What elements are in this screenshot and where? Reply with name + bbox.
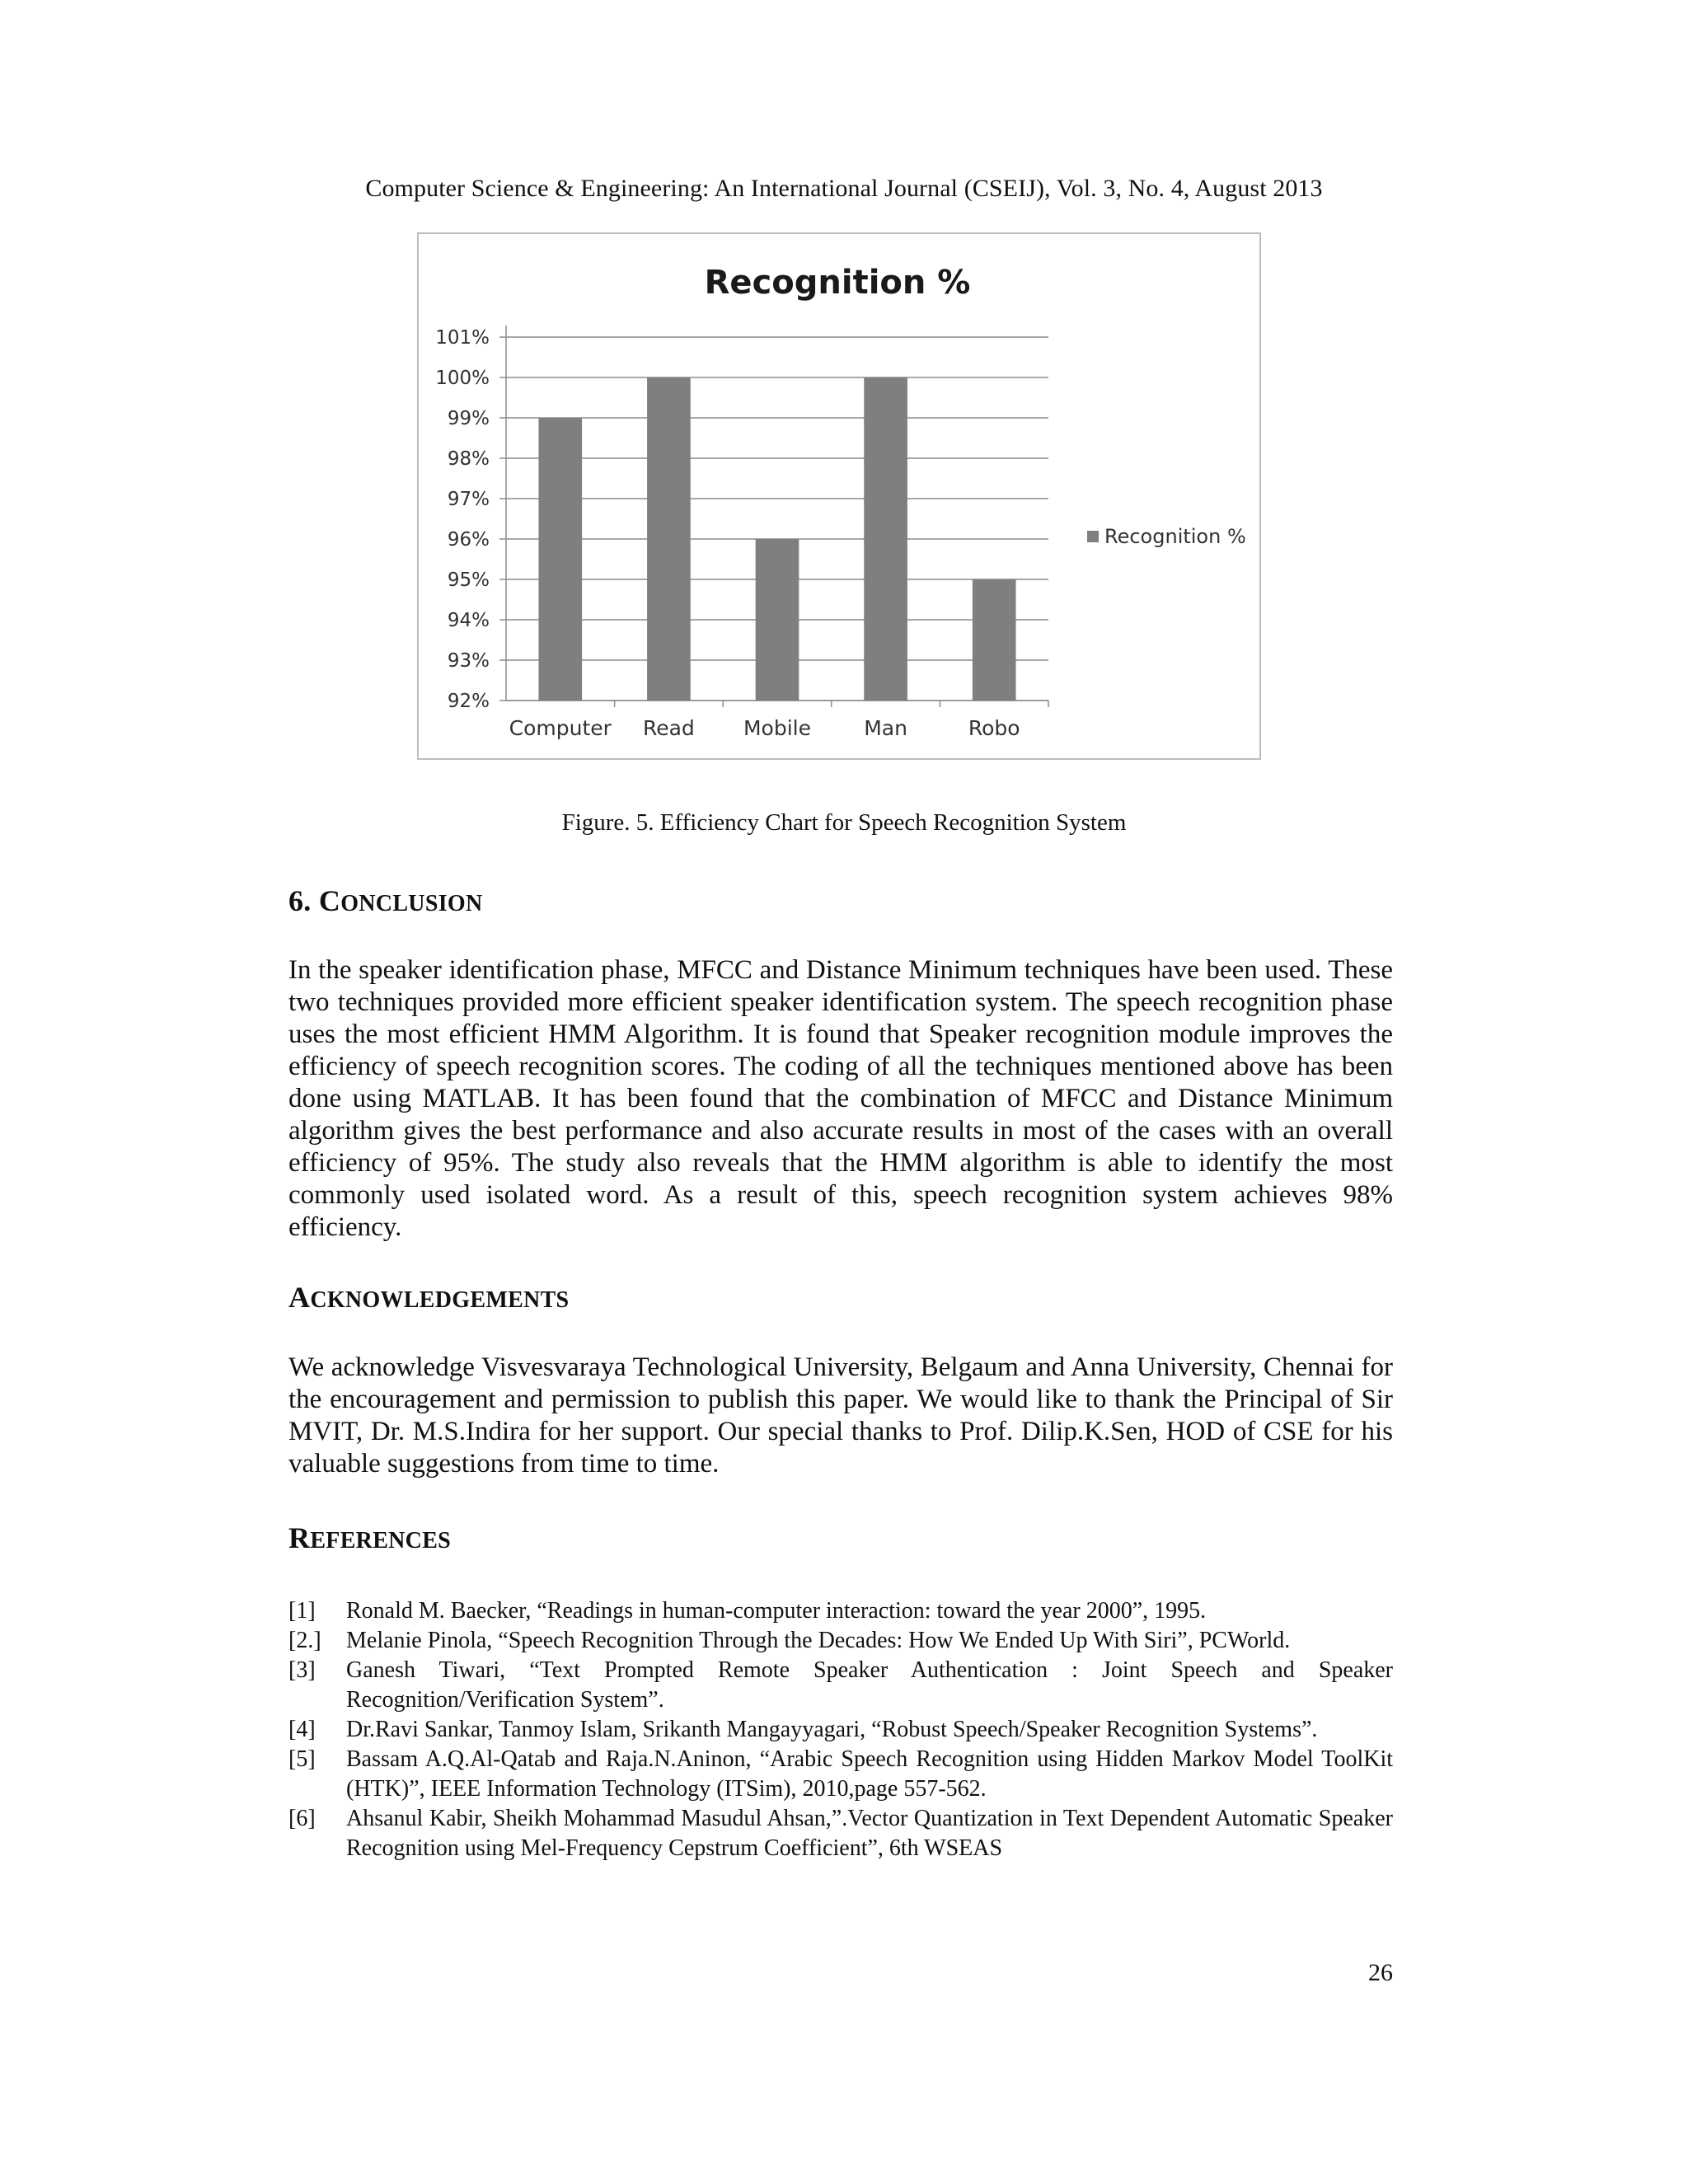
conclusion-heading-first: 6. C bbox=[288, 884, 341, 917]
y-tick-label: 101% bbox=[435, 327, 490, 349]
reference-number: [2.] bbox=[288, 1628, 321, 1653]
y-tick-label: 92% bbox=[447, 691, 490, 712]
recognition-chart bbox=[417, 232, 1261, 760]
legend-label: Recognition % bbox=[1104, 525, 1246, 548]
reference-number: [1] bbox=[288, 1598, 316, 1624]
figure-caption: Figure. 5. Efficiency Chart for Speech Recognition System bbox=[561, 809, 1127, 836]
reference-text: Melanie Pinola, “Speech Recognition Through the Decades: How We Ended Up With Siri”, PCWorld. bbox=[346, 1628, 1291, 1653]
chart-title: Recognition % bbox=[704, 264, 971, 302]
reference-number: [4] bbox=[288, 1717, 316, 1742]
reference-list bbox=[288, 1596, 1393, 1863]
bar bbox=[973, 579, 1016, 701]
page-number: 26 bbox=[1368, 1959, 1393, 1986]
reference-item bbox=[288, 1745, 1393, 1804]
acknowledgements-text: We acknowledge Visvesvaraya Technological University, Belgaum and Anna University, Chennai for the encouragement and permission to publish this paper. We would like to thank the Principal of Sir MVIT, Dr. M.S.Indira for her support. Our special thanks to Prof. Dilip.K.Sen, HOD of CSE for his valuable suggestions from time to time. bbox=[288, 1352, 1393, 1479]
x-tick-label: Man bbox=[864, 716, 907, 740]
reference-number: [5] bbox=[288, 1746, 316, 1772]
bar bbox=[538, 418, 582, 701]
conclusion-text: In the speaker identification phase, MFCC and Distance Minimum techniques have been used. These two techniques provided more efficient speaker identification system. The speech recognition phase uses the most efficient HMM Algorithm. It is found that Speaker recognition module improves the efficiency of speech recognition scores. The coding of all the techniques mentioned above has been done using MATLAB. It has been found that the combination of MFCC and Distance Minimum algorithm gives the best performance and also accurate results in most of the cases with an overall efficiency of 95%. The study also reveals that the HMM algorithm is able to identify the most commonly used isolated word. As a result of this, speech recognition system achieves 98% efficiency. bbox=[288, 955, 1393, 1242]
y-tick-label: 93% bbox=[447, 650, 490, 672]
recognition-chart-svg bbox=[419, 234, 1259, 758]
reference-text: Ahsanul Kabir, Sheikh Mohammad Masudul Ahsan,”.Vector Quantization in Text Dependent Automatic Speaker Recognition using Mel-Frequency Cepstrum Coefficient”, 6th WSEAS bbox=[346, 1806, 1393, 1861]
x-tick-label: Computer bbox=[509, 716, 612, 740]
y-tick-label: 94% bbox=[447, 610, 490, 631]
reference-item bbox=[288, 1626, 1393, 1656]
y-tick-label: 100% bbox=[435, 368, 490, 389]
legend-swatch bbox=[1087, 531, 1099, 542]
y-tick-label: 97% bbox=[447, 489, 490, 510]
x-tick-label: Read bbox=[642, 716, 695, 740]
conclusion-heading bbox=[288, 883, 483, 918]
y-tick-label: 96% bbox=[447, 529, 490, 551]
y-tick-label: 95% bbox=[447, 569, 490, 591]
y-tick-label: 98% bbox=[447, 448, 490, 470]
references-heading-first: R bbox=[288, 1521, 311, 1554]
reference-text: Dr.Ravi Sankar, Tanmoy Islam, Srikanth Mangayyagari, “Robust Speech/Speaker Recognition Systems”. bbox=[346, 1717, 1318, 1742]
references-heading-rest: EFERENCES bbox=[310, 1528, 452, 1554]
conclusion-heading-rest: ONCLUSION bbox=[340, 891, 483, 916]
references-heading bbox=[288, 1521, 451, 1555]
reference-text: Ganesh Tiwari, “Text Prompted Remote Speaker Authentication : Joint Speech and Speaker Recognition/Verification System”. bbox=[346, 1657, 1393, 1713]
y-tick-label: 99% bbox=[447, 408, 490, 429]
reference-item bbox=[288, 1715, 1393, 1745]
bar bbox=[647, 377, 691, 701]
journal-header: Computer Science & Engineering: An International Journal (CSEIJ), Vol. 3, No. 4, August 2013 bbox=[365, 175, 1323, 202]
reference-number: [3] bbox=[288, 1657, 316, 1683]
x-tick-label: Mobile bbox=[743, 716, 812, 740]
reference-item bbox=[288, 1656, 1393, 1715]
acknowledgements-heading-rest: CKNOWLEDGEMENTS bbox=[310, 1287, 570, 1313]
reference-number: [6] bbox=[288, 1806, 316, 1831]
bar bbox=[756, 539, 799, 701]
reference-item bbox=[288, 1804, 1393, 1863]
bar bbox=[864, 377, 907, 701]
acknowledgements-heading bbox=[288, 1280, 569, 1315]
reference-text: Bassam A.Q.Al-Qatab and Raja.N.Aninon, “Arabic Speech Recognition using Hidden Markov Model ToolKit (HTK)”, IEEE Information Technology (ITSim), 2010,page 557-562. bbox=[346, 1746, 1393, 1802]
reference-item bbox=[288, 1596, 1393, 1626]
x-tick-label: Robo bbox=[968, 716, 1020, 740]
acknowledgements-heading-first: A bbox=[288, 1281, 311, 1314]
reference-text: Ronald M. Baecker, “Readings in human-computer interaction: toward the year 2000”, 1995. bbox=[346, 1598, 1207, 1624]
